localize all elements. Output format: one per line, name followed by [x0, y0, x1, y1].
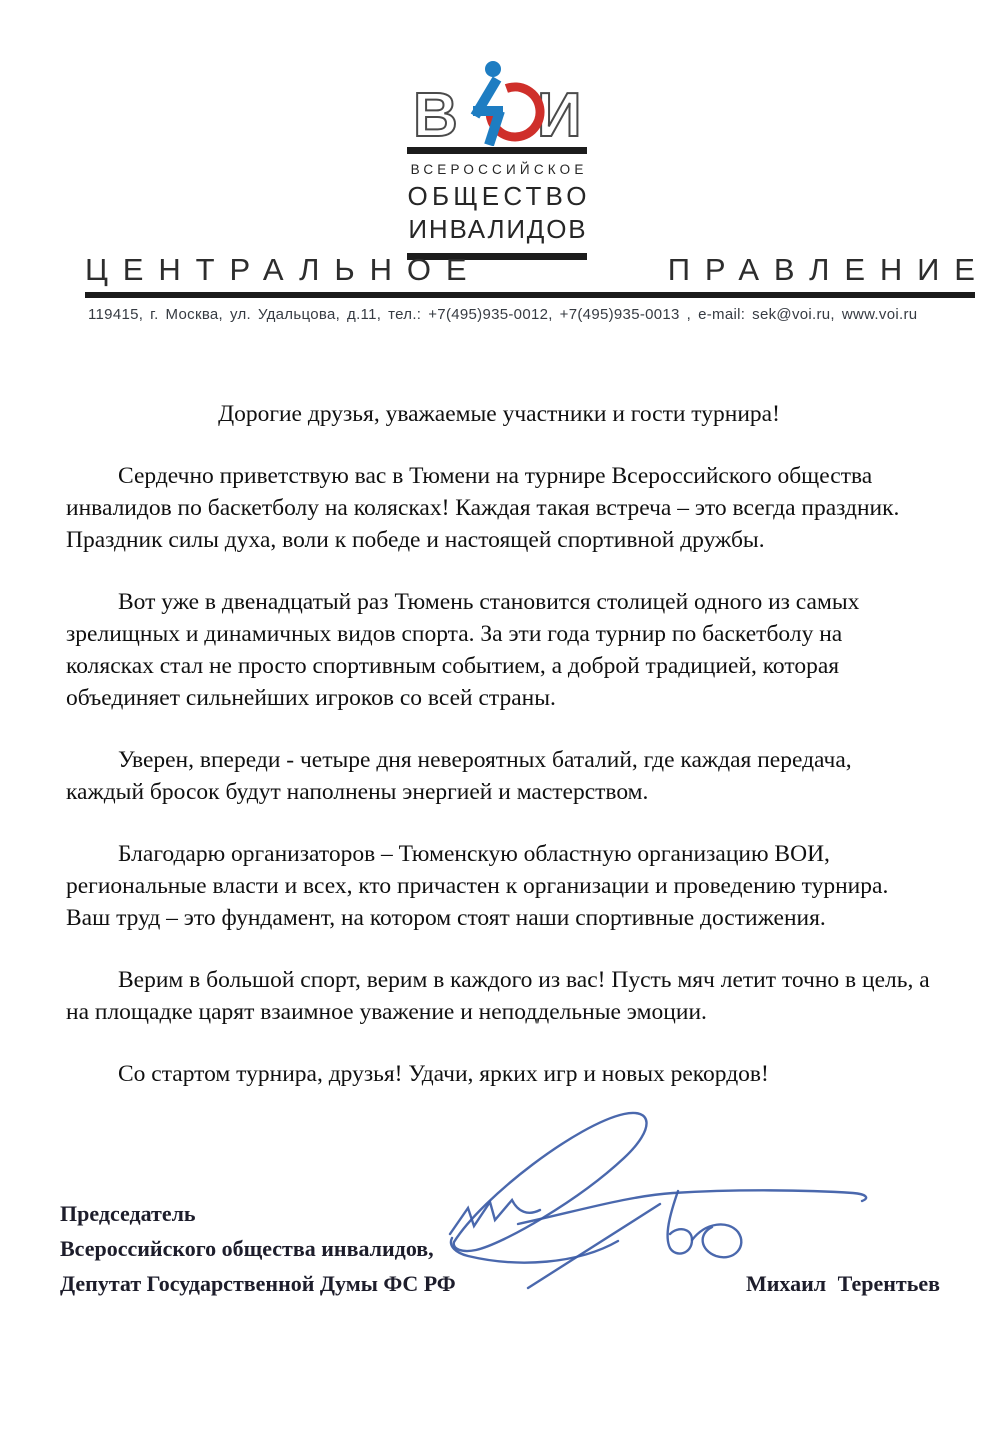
logo-letter-i: И	[537, 81, 582, 146]
letterhead-title	[85, 252, 990, 288]
wheelchair-icon	[473, 61, 540, 145]
org-name-line2: ОБЩЕСТВО	[407, 181, 591, 211]
letter-paragraph: Вот уже в двенадцатый раз Тюмень становится столицей одного из самых зрелищных и динамичных видов спорта. За эти года турнир по баскетболу на колясках стал не просто спортивным событием, а доброй традицией, которая объединяет сильнейших игроков со всей страны.	[66, 589, 860, 711]
letterhead-word-board: ПРАВЛЕНИЕ	[667, 252, 990, 287]
signature-stroke-horizontal	[518, 1190, 866, 1224]
logo-divider-top	[407, 147, 587, 154]
salutation: Дорогие друзья, уважаемые участники и гости турнира!	[218, 401, 780, 427]
letter-paragraph: Благодарю организаторов – Тюменскую областную организацию ВОИ, региональные власти и всех, кто причастен к организации и проведению турнира. Ваш труд – это фундамент, на котором стоят наши спортивные достижения.	[66, 841, 889, 931]
letterhead-rule	[85, 292, 975, 298]
letterhead-address: 119415, г. Москва, ул. Удальцова, д.11, тел.: +7(495)935-0012, +7(495)935-0013 , e-mail: sek@voi.ru, www.voi.ru	[88, 306, 918, 323]
signer-titles	[60, 1196, 456, 1301]
signer-name: Михаил Терентьев	[745, 1271, 940, 1296]
voi-logo	[0, 60, 994, 260]
wheelchair-person-head	[485, 61, 501, 77]
letter-body	[66, 398, 932, 1120]
letter-paragraph: Уверен, впереди - четыре дня невероятных баталий, где каждая передача, каждый бросок будут наполнены энергией и мастерством.	[66, 747, 852, 805]
signature-stroke-knot-right	[692, 1224, 741, 1257]
signer-title-line: Всероссийского общества инвалидов,	[60, 1236, 434, 1261]
signature-stroke-knot-left	[668, 1191, 692, 1254]
letter-paragraph: Верим в большой спорт, верим в каждого из вас! Пусть мяч летит точно в цель, а на площадке царят взаимное уважение и неподдельные эмоции.	[66, 967, 930, 1025]
logo-letter-v: В	[413, 81, 458, 146]
org-name-line3: ИНВАЛИДОВ	[408, 214, 588, 244]
signer-title-line: Депутат Государственной Думы ФС РФ	[60, 1271, 456, 1296]
org-name-line1: ВСЕРОССИЙСКОЕ	[410, 162, 588, 177]
letter-paragraph: Со стартом турнира, друзья! Удачи, ярких игр и новых рекордов!	[118, 1061, 769, 1087]
voi-acronym-graphic	[407, 60, 587, 146]
signer-title-line: Председатель	[60, 1201, 196, 1226]
letter-paragraph: Сердечно приветствую вас в Тюмени на турнире Всероссийского общества инвалидов по баскетболу на колясках! Каждая такая встреча – это всегда праздник. Праздник силы духа, воли к победе и настоящей спортивной дружбы.	[66, 463, 900, 553]
voi-logo-inner	[407, 60, 591, 260]
signature-ink	[428, 1096, 894, 1306]
letterhead-word-central: ЦЕНТРАЛЬНОЕ	[85, 252, 482, 287]
